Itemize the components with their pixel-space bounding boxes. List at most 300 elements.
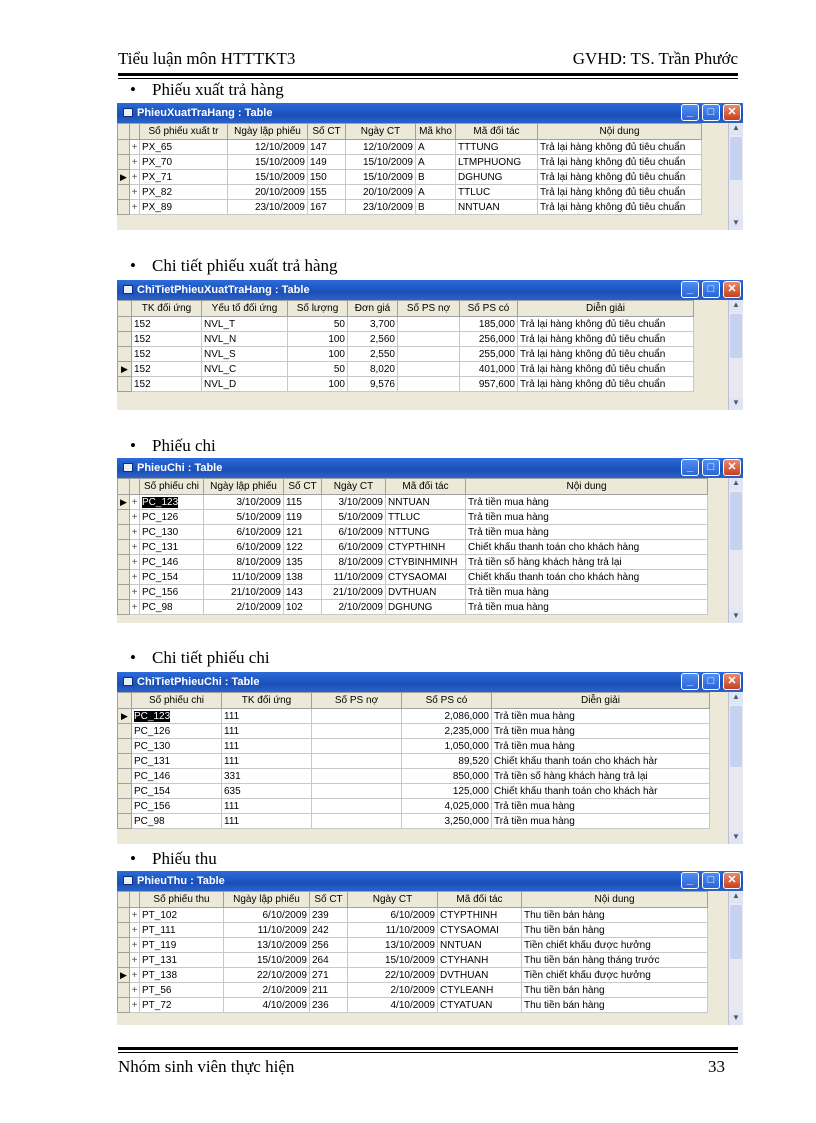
scroll-down-icon[interactable]: ▼ xyxy=(729,218,743,230)
table-cell[interactable]: Trả lại hàng không đủ tiêu chuẩn xyxy=(538,185,702,200)
expand-icon[interactable]: + xyxy=(130,938,140,953)
table-cell[interactable]: PC_98 xyxy=(132,814,222,829)
row-selector-header[interactable] xyxy=(118,124,130,140)
table-cell[interactable]: PX_82 xyxy=(140,185,228,200)
expand-icon[interactable]: + xyxy=(130,968,140,983)
table-row[interactable] xyxy=(118,938,708,953)
table-cell[interactable]: Trả tiền mua hàng xyxy=(492,724,710,739)
table-cell[interactable]: Trả tiền mua hàng xyxy=(492,709,710,724)
table-row[interactable] xyxy=(118,923,708,938)
scroll-up-icon[interactable]: ▲ xyxy=(729,300,743,312)
column-header[interactable]: Số CT xyxy=(284,479,322,495)
table-cell[interactable]: Thu tiền bán hàng tháng trước xyxy=(522,953,708,968)
table-cell[interactable]: 12/10/2009 xyxy=(346,140,416,155)
table-row[interactable] xyxy=(118,709,710,724)
table-cell[interactable]: 115 xyxy=(284,495,322,510)
table-cell[interactable] xyxy=(398,332,460,347)
table-cell[interactable] xyxy=(398,347,460,362)
table-cell[interactable]: A xyxy=(416,155,456,170)
table-cell[interactable]: PX_70 xyxy=(140,155,228,170)
row-selector[interactable] xyxy=(118,525,130,540)
table-cell[interactable]: Trả lại hàng không đủ tiêu chuẩn xyxy=(518,317,694,332)
table-cell[interactable]: Trả lại hàng không đủ tiêu chuẩn xyxy=(518,362,694,377)
table-cell[interactable] xyxy=(312,814,402,829)
table-cell[interactable] xyxy=(312,784,402,799)
column-header[interactable]: Số PS nợ xyxy=(312,693,402,709)
table-cell[interactable]: 167 xyxy=(308,200,346,215)
row-selector[interactable] xyxy=(118,769,132,784)
table-cell[interactable]: Trả tiền mua hàng xyxy=(492,739,710,754)
vertical-scrollbar[interactable] xyxy=(728,123,743,230)
table-row[interactable] xyxy=(118,332,694,347)
table-cell[interactable]: PX_89 xyxy=(140,200,228,215)
table-cell[interactable]: Tiền chiết khấu được hưởng xyxy=(522,938,708,953)
table-cell[interactable]: Chiết khấu thanh toán cho khách hàr xyxy=(492,754,710,769)
table-cell[interactable] xyxy=(312,739,402,754)
table-cell[interactable]: 11/10/2009 xyxy=(322,570,386,585)
expand-icon[interactable]: + xyxy=(130,495,140,510)
current-record-indicator[interactable]: ▶ xyxy=(118,968,130,983)
table-cell[interactable]: PC_130 xyxy=(140,525,204,540)
table-cell[interactable]: 138 xyxy=(284,570,322,585)
row-selector[interactable] xyxy=(118,377,132,392)
column-header[interactable]: Số PS nợ xyxy=(398,301,460,317)
table-row[interactable] xyxy=(118,983,708,998)
row-selector-header[interactable] xyxy=(118,479,130,495)
table-cell[interactable]: Chiết khấu thanh toán cho khách hàr xyxy=(492,784,710,799)
vertical-scrollbar[interactable] xyxy=(728,692,743,844)
table-row[interactable] xyxy=(118,600,708,615)
window-titlebar[interactable] xyxy=(117,103,743,123)
scroll-up-icon[interactable]: ▲ xyxy=(729,692,743,704)
column-header[interactable]: Yếu tố đối ứng xyxy=(202,301,288,317)
table-cell[interactable]: DGHUNG xyxy=(456,170,538,185)
table-cell[interactable]: 15/10/2009 xyxy=(228,170,308,185)
table-cell[interactable]: 6/10/2009 xyxy=(322,525,386,540)
table-cell[interactable]: 102 xyxy=(284,600,322,615)
column-header[interactable]: Đơn giá xyxy=(348,301,398,317)
table-cell[interactable]: CTYHANH xyxy=(438,953,522,968)
table-cell[interactable]: 3,700 xyxy=(348,317,398,332)
table-cell[interactable]: 211 xyxy=(310,983,348,998)
table-cell[interactable]: 3/10/2009 xyxy=(204,495,284,510)
column-header[interactable]: Nội dung xyxy=(522,892,708,908)
column-header[interactable]: Ngày CT xyxy=(322,479,386,495)
row-selector[interactable] xyxy=(118,908,130,923)
expand-icon[interactable]: + xyxy=(130,983,140,998)
row-selector[interactable] xyxy=(118,799,132,814)
table-cell[interactable]: 242 xyxy=(310,923,348,938)
table-cell[interactable]: 2,560 xyxy=(348,332,398,347)
column-header[interactable]: Ngày CT xyxy=(346,124,416,140)
table-cell[interactable]: 152 xyxy=(132,317,202,332)
vertical-scrollbar[interactable] xyxy=(728,478,743,623)
expand-icon[interactable]: + xyxy=(130,525,140,540)
table-cell[interactable] xyxy=(398,377,460,392)
close-button[interactable]: ✕ xyxy=(723,104,741,121)
scroll-down-icon[interactable]: ▼ xyxy=(729,611,743,623)
table-cell[interactable]: Thu tiền bán hàng xyxy=(522,923,708,938)
table-cell[interactable]: PC_131 xyxy=(140,540,204,555)
table-row[interactable] xyxy=(118,799,710,814)
scroll-up-icon[interactable]: ▲ xyxy=(729,123,743,135)
column-header[interactable]: Mã đối tác xyxy=(386,479,466,495)
table-cell[interactable]: 2,550 xyxy=(348,347,398,362)
table-row[interactable] xyxy=(118,525,708,540)
table-cell[interactable]: NVL_C xyxy=(202,362,288,377)
table-cell[interactable]: 23/10/2009 xyxy=(346,200,416,215)
row-selector[interactable] xyxy=(118,200,130,215)
table-cell[interactable]: PT_56 xyxy=(140,983,224,998)
table-cell[interactable]: Tiền chiết khấu được hưởng xyxy=(522,968,708,983)
scroll-up-icon[interactable]: ▲ xyxy=(729,478,743,490)
table-cell[interactable]: 9,576 xyxy=(348,377,398,392)
close-button[interactable]: ✕ xyxy=(723,673,741,690)
table-cell[interactable]: Trả lại hàng không đủ tiêu chuẩn xyxy=(518,347,694,362)
table-cell[interactable]: 20/10/2009 xyxy=(346,185,416,200)
vertical-scrollbar[interactable] xyxy=(728,300,743,410)
table-cell[interactable]: 152 xyxy=(132,377,202,392)
table-row[interactable] xyxy=(118,540,708,555)
table-cell[interactable]: NVL_D xyxy=(202,377,288,392)
table-cell[interactable]: 89,520 xyxy=(402,754,492,769)
row-selector[interactable] xyxy=(118,570,130,585)
maximize-button[interactable]: □ xyxy=(702,673,720,690)
table-cell[interactable]: 143 xyxy=(284,585,322,600)
table-row[interactable] xyxy=(118,908,708,923)
table-cell[interactable]: Trả tiền mua hàng xyxy=(466,525,708,540)
expand-icon[interactable]: + xyxy=(130,155,140,170)
column-header[interactable]: Ngày lập phiếu xyxy=(228,124,308,140)
table-row[interactable] xyxy=(118,170,702,185)
column-header[interactable]: Số CT xyxy=(310,892,348,908)
table-cell[interactable]: CTYSAOMAI xyxy=(386,570,466,585)
table-cell[interactable]: CTYLEANH xyxy=(438,983,522,998)
table-cell[interactable]: 3,250,000 xyxy=(402,814,492,829)
scroll-thumb[interactable] xyxy=(730,706,742,767)
column-header[interactable]: Ngày lập phiếu xyxy=(204,479,284,495)
window-titlebar[interactable] xyxy=(117,672,743,692)
column-header[interactable]: Nội dung xyxy=(466,479,708,495)
table-cell[interactable]: 6/10/2009 xyxy=(224,908,310,923)
table-cell[interactable]: PC_123 xyxy=(140,495,204,510)
expand-icon[interactable]: + xyxy=(130,923,140,938)
close-button[interactable]: ✕ xyxy=(723,459,741,476)
table-cell[interactable]: 111 xyxy=(222,754,312,769)
table-cell[interactable]: Trả tiền số hàng khách hàng trả lại xyxy=(492,769,710,784)
table-cell[interactable]: PX_65 xyxy=(140,140,228,155)
table-cell[interactable]: PC_98 xyxy=(140,600,204,615)
column-header[interactable]: Ngày CT xyxy=(348,892,438,908)
row-selector-header[interactable] xyxy=(118,301,132,317)
table-cell[interactable]: Trả lại hàng không đủ tiêu chuẩn xyxy=(518,332,694,347)
minimize-button[interactable]: _ xyxy=(681,104,699,121)
table-cell[interactable]: Trả lại hàng không đủ tiêu chuẩn xyxy=(538,200,702,215)
expand-icon[interactable]: + xyxy=(130,953,140,968)
row-selector-header[interactable] xyxy=(118,693,132,709)
table-cell[interactable]: 125,000 xyxy=(402,784,492,799)
table-cell[interactable]: Trả lại hàng không đủ tiêu chuẩn xyxy=(518,377,694,392)
table-row[interactable] xyxy=(118,155,702,170)
table-cell[interactable]: 8/10/2009 xyxy=(204,555,284,570)
table-row[interactable] xyxy=(118,724,710,739)
table-cell[interactable]: 2,086,000 xyxy=(402,709,492,724)
table-cell[interactable]: 4/10/2009 xyxy=(348,998,438,1013)
table-cell[interactable]: 6/10/2009 xyxy=(322,540,386,555)
table-cell[interactable]: DVTHUAN xyxy=(438,968,522,983)
table-cell[interactable]: NVL_S xyxy=(202,347,288,362)
row-selector[interactable] xyxy=(118,185,130,200)
table-cell[interactable] xyxy=(398,317,460,332)
column-header[interactable]: TK đối ứng xyxy=(222,693,312,709)
table-cell[interactable]: PT_102 xyxy=(140,908,224,923)
maximize-button[interactable]: □ xyxy=(702,281,720,298)
row-selector[interactable] xyxy=(118,140,130,155)
table-cell[interactable]: 2/10/2009 xyxy=(204,600,284,615)
table-cell[interactable]: PC_154 xyxy=(140,570,204,585)
row-selector[interactable] xyxy=(118,998,130,1013)
table-cell[interactable]: 100 xyxy=(288,377,348,392)
column-header[interactable]: Mã kho xyxy=(416,124,456,140)
maximize-button[interactable]: □ xyxy=(702,459,720,476)
window-titlebar[interactable] xyxy=(117,458,743,478)
table-cell[interactable]: 4/10/2009 xyxy=(224,998,310,1013)
expand-icon[interactable]: + xyxy=(130,600,140,615)
table-row[interactable] xyxy=(118,555,708,570)
table-cell[interactable]: 2,235,000 xyxy=(402,724,492,739)
column-header[interactable]: Số PS có xyxy=(402,693,492,709)
table-row[interactable] xyxy=(118,570,708,585)
current-record-indicator[interactable]: ▶ xyxy=(118,362,132,377)
table-cell[interactable]: 2/10/2009 xyxy=(348,983,438,998)
table-row[interactable] xyxy=(118,317,694,332)
table-cell[interactable]: 2/10/2009 xyxy=(322,600,386,615)
table-cell[interactable]: 15/10/2009 xyxy=(228,155,308,170)
expand-icon[interactable]: + xyxy=(130,170,140,185)
table-cell[interactable]: 100 xyxy=(288,347,348,362)
row-selector[interactable] xyxy=(118,317,132,332)
row-selector-header[interactable] xyxy=(118,892,130,908)
table-row[interactable] xyxy=(118,347,694,362)
vertical-scrollbar[interactable] xyxy=(728,891,743,1025)
current-record-indicator[interactable]: ▶ xyxy=(118,709,132,724)
row-selector[interactable] xyxy=(118,754,132,769)
row-selector[interactable] xyxy=(118,983,130,998)
scroll-up-icon[interactable]: ▲ xyxy=(729,891,743,903)
table-cell[interactable] xyxy=(312,754,402,769)
table-cell[interactable]: 155 xyxy=(308,185,346,200)
table-cell[interactable]: 119 xyxy=(284,510,322,525)
table-cell[interactable]: 22/10/2009 xyxy=(224,968,310,983)
table-cell[interactable]: 401,000 xyxy=(460,362,518,377)
table-cell[interactable]: 149 xyxy=(308,155,346,170)
row-selector[interactable] xyxy=(118,332,132,347)
table-cell[interactable]: 122 xyxy=(284,540,322,555)
column-header[interactable]: Số phiếu chi xyxy=(132,693,222,709)
table-cell[interactable]: 236 xyxy=(310,998,348,1013)
table-cell[interactable]: PT_138 xyxy=(140,968,224,983)
expand-icon[interactable]: + xyxy=(130,570,140,585)
table-cell[interactable]: TTTUNG xyxy=(456,140,538,155)
table-cell[interactable]: 152 xyxy=(132,362,202,377)
table-cell[interactable] xyxy=(312,709,402,724)
table-row[interactable] xyxy=(118,495,708,510)
table-cell[interactable]: PC_126 xyxy=(140,510,204,525)
table-cell[interactable]: 255,000 xyxy=(460,347,518,362)
scroll-down-icon[interactable]: ▼ xyxy=(729,1013,743,1025)
table-cell[interactable]: 15/10/2009 xyxy=(348,953,438,968)
table-cell[interactable]: 111 xyxy=(222,709,312,724)
table-cell[interactable]: 8,020 xyxy=(348,362,398,377)
table-cell[interactable]: 6/10/2009 xyxy=(204,540,284,555)
table-cell[interactable]: 23/10/2009 xyxy=(228,200,308,215)
table-cell[interactable]: 111 xyxy=(222,724,312,739)
row-selector[interactable] xyxy=(118,814,132,829)
expand-icon[interactable]: + xyxy=(130,908,140,923)
table-cell[interactable]: 152 xyxy=(132,347,202,362)
table-cell[interactable]: PT_72 xyxy=(140,998,224,1013)
table-cell[interactable]: PC_146 xyxy=(132,769,222,784)
table-cell[interactable]: PC_130 xyxy=(132,739,222,754)
column-header[interactable]: Ngày lập phiếu xyxy=(224,892,310,908)
table-cell[interactable]: 5/10/2009 xyxy=(204,510,284,525)
table-row[interactable] xyxy=(118,362,694,377)
window-titlebar[interactable] xyxy=(117,871,743,891)
table-cell[interactable]: 100 xyxy=(288,332,348,347)
table-cell[interactable]: 11/10/2009 xyxy=(348,923,438,938)
scroll-thumb[interactable] xyxy=(730,905,742,959)
table-cell[interactable]: 147 xyxy=(308,140,346,155)
row-selector[interactable] xyxy=(118,724,132,739)
table-cell[interactable]: 256 xyxy=(310,938,348,953)
table-cell[interactable]: 264 xyxy=(310,953,348,968)
column-header[interactable]: Số CT xyxy=(308,124,346,140)
table-cell[interactable] xyxy=(312,769,402,784)
table-row[interactable] xyxy=(118,998,708,1013)
table-cell[interactable]: Thu tiền bán hàng xyxy=(522,983,708,998)
table-cell[interactable]: Trả tiền mua hàng xyxy=(466,585,708,600)
table-cell[interactable]: PC_126 xyxy=(132,724,222,739)
table-row[interactable] xyxy=(118,754,710,769)
expand-icon[interactable]: + xyxy=(130,585,140,600)
table-cell[interactable]: CTYBINHMINH xyxy=(386,555,466,570)
table-cell[interactable]: Trả lại hàng không đủ tiêu chuẩn xyxy=(538,155,702,170)
table-cell[interactable]: 13/10/2009 xyxy=(348,938,438,953)
table-cell[interactable]: 3/10/2009 xyxy=(322,495,386,510)
expand-icon[interactable]: + xyxy=(130,510,140,525)
column-header[interactable]: Số PS có xyxy=(460,301,518,317)
scroll-thumb[interactable] xyxy=(730,137,742,180)
table-row[interactable] xyxy=(118,377,694,392)
table-row[interactable] xyxy=(118,968,708,983)
row-selector[interactable] xyxy=(118,600,130,615)
table-cell[interactable]: B xyxy=(416,200,456,215)
table-row[interactable] xyxy=(118,739,710,754)
table-cell[interactable]: 2/10/2009 xyxy=(224,983,310,998)
scroll-down-icon[interactable]: ▼ xyxy=(729,398,743,410)
table-cell[interactable]: TTLUC xyxy=(386,510,466,525)
expand-icon[interactable]: + xyxy=(130,140,140,155)
table-cell[interactable]: 15/10/2009 xyxy=(346,170,416,185)
column-header[interactable]: Mã đối tác xyxy=(438,892,522,908)
table-cell[interactable]: 11/10/2009 xyxy=(204,570,284,585)
table-cell[interactable]: 150 xyxy=(308,170,346,185)
table-cell[interactable]: 15/10/2009 xyxy=(346,155,416,170)
table-cell[interactable]: NNTUAN xyxy=(438,938,522,953)
table-cell[interactable]: B xyxy=(416,170,456,185)
table-cell[interactable]: Chiết khấu thanh toán cho khách hàng xyxy=(466,540,708,555)
expand-icon[interactable]: + xyxy=(130,185,140,200)
table-cell[interactable] xyxy=(398,362,460,377)
table-cell[interactable]: Trả lại hàng không đủ tiêu chuẩn xyxy=(538,140,702,155)
table-cell[interactable]: NNTUAN xyxy=(386,495,466,510)
table-cell[interactable]: PC_146 xyxy=(140,555,204,570)
maximize-button[interactable]: □ xyxy=(702,872,720,889)
expand-icon[interactable]: + xyxy=(130,998,140,1013)
table-cell[interactable]: 4,025,000 xyxy=(402,799,492,814)
table-cell[interactable]: 331 xyxy=(222,769,312,784)
current-record-indicator[interactable]: ▶ xyxy=(118,495,130,510)
maximize-button[interactable]: □ xyxy=(702,104,720,121)
scroll-thumb[interactable] xyxy=(730,492,742,550)
table-cell[interactable]: 6/10/2009 xyxy=(348,908,438,923)
table-cell[interactable]: Trả tiền mua hàng xyxy=(466,510,708,525)
table-cell[interactable]: CTYATUAN xyxy=(438,998,522,1013)
table-cell[interactable]: 1,050,000 xyxy=(402,739,492,754)
table-cell[interactable]: PC_131 xyxy=(132,754,222,769)
table-cell[interactable]: DVTHUAN xyxy=(386,585,466,600)
table-row[interactable] xyxy=(118,769,710,784)
table-cell[interactable]: PC_156 xyxy=(132,799,222,814)
expand-icon[interactable]: + xyxy=(130,555,140,570)
table-cell[interactable]: NVL_N xyxy=(202,332,288,347)
table-row[interactable] xyxy=(118,953,708,968)
minimize-button[interactable]: _ xyxy=(681,872,699,889)
table-cell[interactable]: NNTUAN xyxy=(456,200,538,215)
table-cell[interactable]: PX_71 xyxy=(140,170,228,185)
expand-icon[interactable]: + xyxy=(130,540,140,555)
table-cell[interactable] xyxy=(312,724,402,739)
window-titlebar[interactable] xyxy=(117,280,743,300)
row-selector[interactable] xyxy=(118,739,132,754)
table-cell[interactable]: 121 xyxy=(284,525,322,540)
table-cell[interactable]: A xyxy=(416,185,456,200)
table-row[interactable] xyxy=(118,140,702,155)
expand-icon[interactable]: + xyxy=(130,200,140,215)
table-cell[interactable]: PT_111 xyxy=(140,923,224,938)
table-cell[interactable]: 185,000 xyxy=(460,317,518,332)
table-cell[interactable]: 256,000 xyxy=(460,332,518,347)
table-cell[interactable]: 50 xyxy=(288,317,348,332)
table-cell[interactable]: Trả tiền mua hàng xyxy=(492,814,710,829)
table-cell[interactable]: DGHUNG xyxy=(386,600,466,615)
table-cell[interactable]: 152 xyxy=(132,332,202,347)
table-cell[interactable]: 8/10/2009 xyxy=(322,555,386,570)
table-cell[interactable]: 135 xyxy=(284,555,322,570)
table-cell[interactable]: 11/10/2009 xyxy=(224,923,310,938)
table-cell[interactable]: 12/10/2009 xyxy=(228,140,308,155)
row-selector[interactable] xyxy=(118,938,130,953)
row-selector[interactable] xyxy=(118,555,130,570)
table-cell[interactable]: PC_156 xyxy=(140,585,204,600)
table-row[interactable] xyxy=(118,200,702,215)
table-cell[interactable]: 111 xyxy=(222,814,312,829)
table-cell[interactable]: NVL_T xyxy=(202,317,288,332)
table-cell[interactable]: 635 xyxy=(222,784,312,799)
table-row[interactable] xyxy=(118,510,708,525)
table-cell[interactable]: Trả tiền mua hàng xyxy=(466,495,708,510)
column-header[interactable]: Số phiếu thu xyxy=(140,892,224,908)
